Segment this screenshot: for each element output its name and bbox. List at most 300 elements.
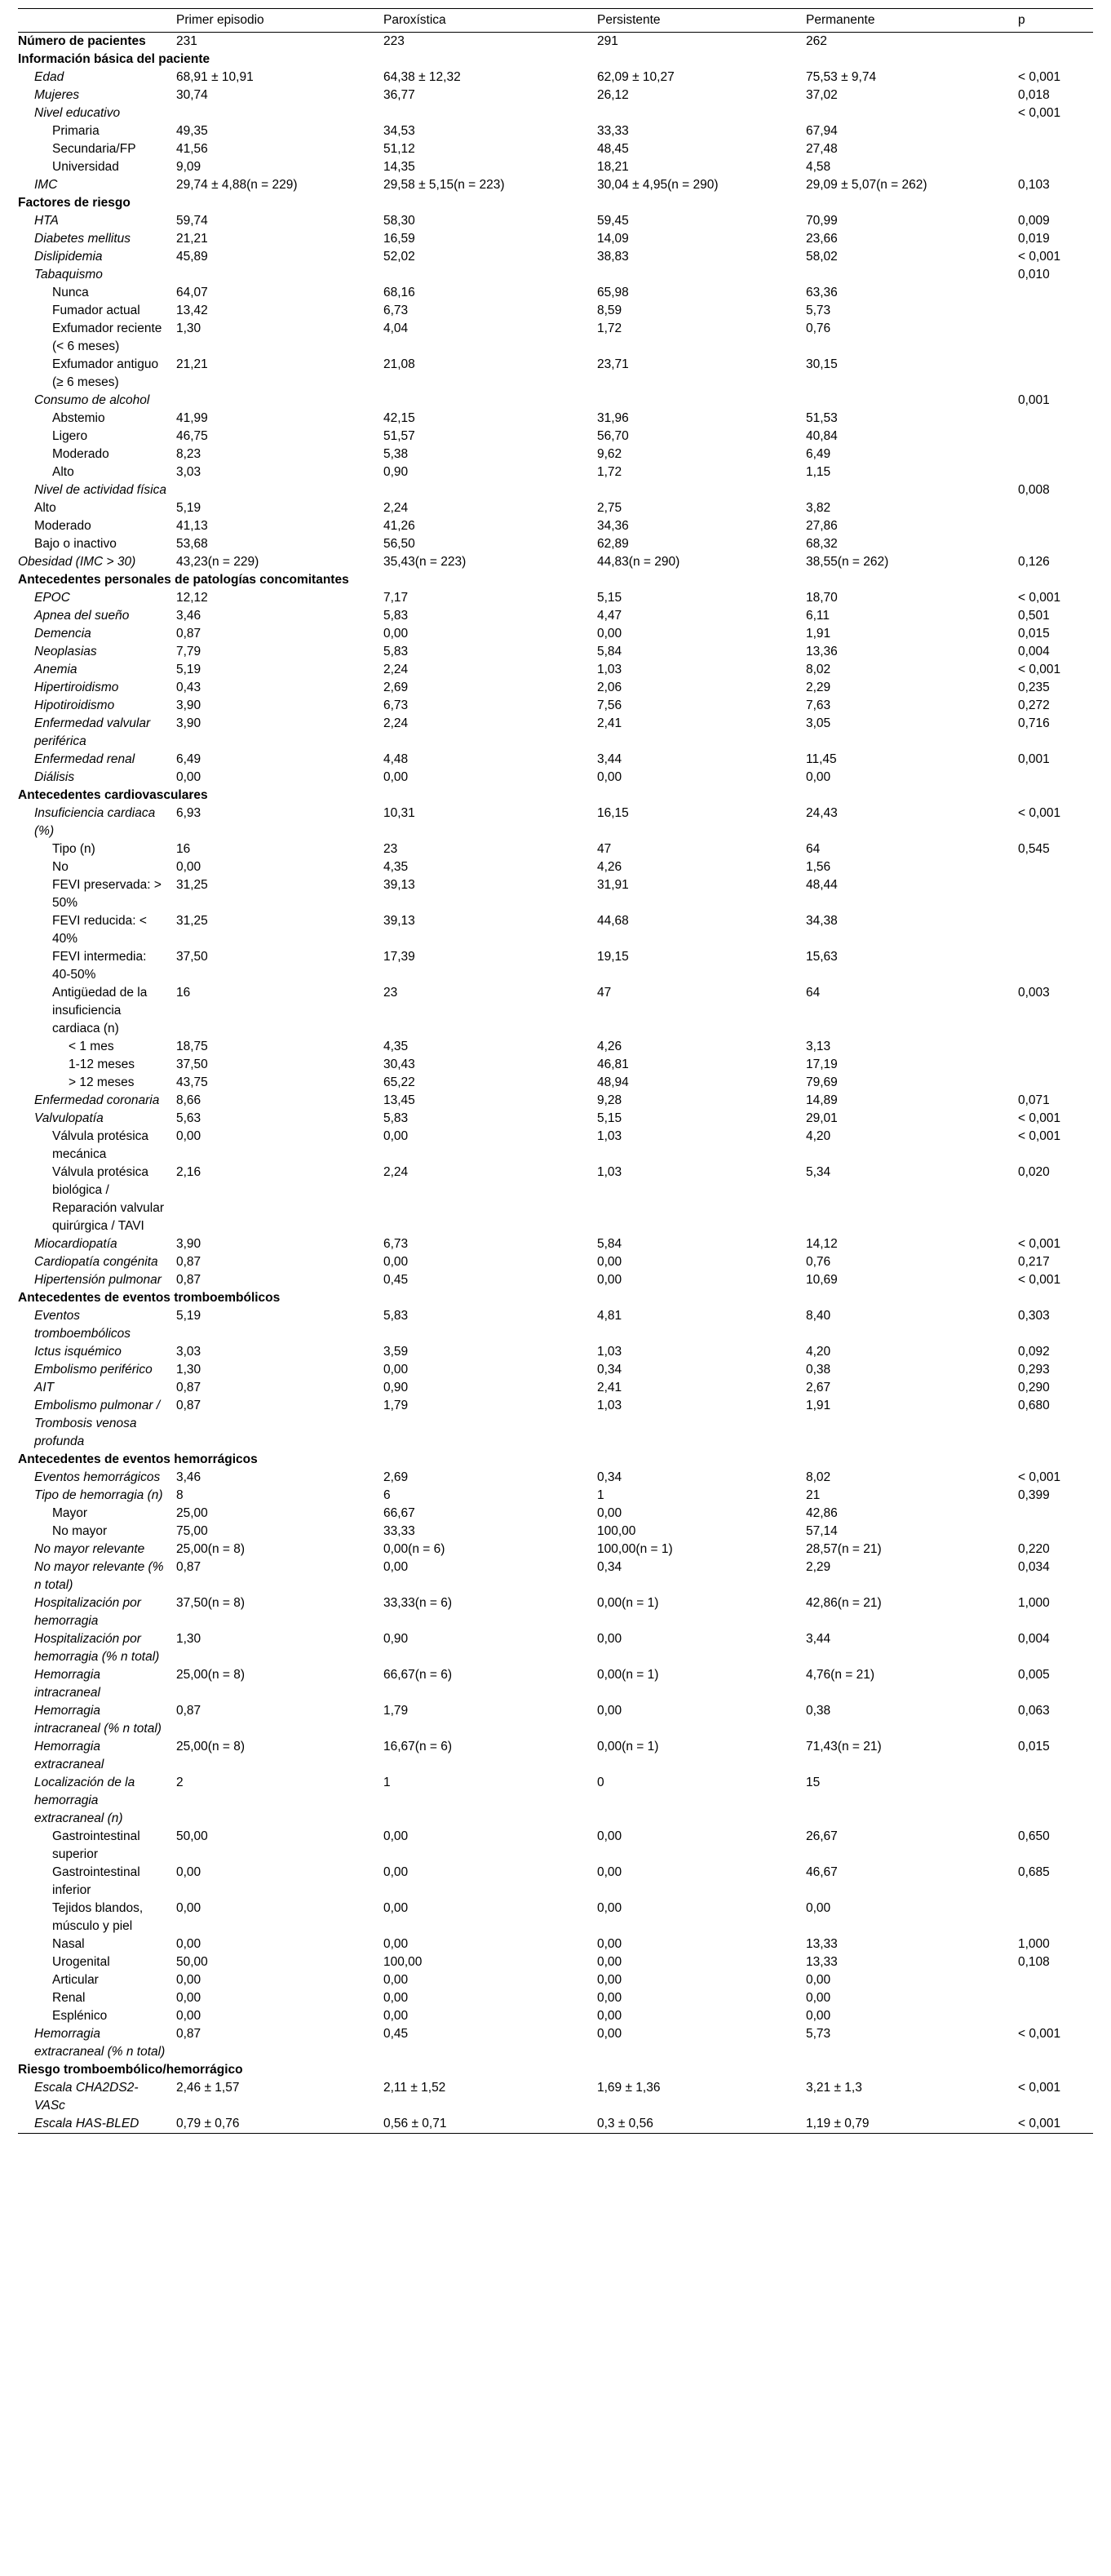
- value-cell: 5,34: [806, 1165, 831, 1179]
- value-cell: 37,50: [176, 950, 208, 964]
- value-cell: 1,03: [597, 1165, 622, 1179]
- table-row: [18, 1092, 1093, 1110]
- value-cell: 46,81: [597, 1057, 629, 1071]
- table-row: [18, 1038, 1093, 1056]
- value-cell: 5,38: [383, 447, 409, 461]
- value-cell: 5,83: [383, 1111, 409, 1125]
- section-row: [18, 2061, 1093, 2079]
- value-cell: [594, 266, 803, 284]
- value-cell: 38,83: [597, 250, 629, 264]
- p-value-cell: < 0,001: [1018, 1129, 1061, 1143]
- row-label: Articular: [52, 1973, 99, 1987]
- value-cell: 41,26: [383, 519, 415, 533]
- value-cell: 0,00: [383, 1973, 409, 1987]
- value-cell: 5,19: [176, 1309, 201, 1323]
- value-cell: 5,83: [383, 645, 409, 658]
- value-cell: 3,13: [806, 1040, 831, 1053]
- p-value-cell: [1015, 912, 1093, 948]
- value-cell: 23,71: [597, 357, 629, 371]
- value-cell: 0,00: [176, 1973, 201, 1987]
- value-cell: 3,46: [176, 609, 201, 623]
- table-row: [18, 212, 1093, 230]
- p-value-cell: 0,303: [1018, 1309, 1050, 1323]
- row-label: FEVI intermedia: 40-50%: [52, 950, 147, 982]
- value-cell: 6,73: [383, 1237, 409, 1251]
- table-row: [18, 499, 1093, 517]
- p-value-cell: 0,004: [1018, 1632, 1050, 1646]
- value-cell: 46,75: [176, 429, 208, 443]
- row-label: Tipo (n): [52, 842, 95, 856]
- row-label: Alto: [34, 501, 56, 515]
- value-cell: 1,91: [806, 627, 831, 641]
- value-cell: 5,84: [597, 1237, 622, 1251]
- table-header: [18, 9, 1093, 33]
- value-cell: 66,67: [383, 1506, 415, 1520]
- table-row: [18, 481, 1093, 499]
- p-value-cell: [1015, 320, 1093, 356]
- table-row: [18, 876, 1093, 912]
- p-value-cell: < 0,001: [1018, 2081, 1061, 2095]
- p-value-cell: [1015, 948, 1093, 984]
- value-cell: 0,00: [597, 1955, 622, 1969]
- p-value-cell: 0,020: [1018, 1165, 1050, 1179]
- table-row: [18, 2079, 1093, 2115]
- value-cell: 41,99: [176, 411, 208, 425]
- value-cell: 58,30: [383, 214, 415, 228]
- value-cell: 262: [806, 34, 827, 48]
- value-cell: 34,38: [806, 914, 838, 928]
- value-cell: 2: [176, 1776, 184, 1789]
- p-value-cell: [1015, 1989, 1093, 2007]
- table-row: [18, 643, 1093, 661]
- value-cell: 0,34: [597, 1363, 622, 1377]
- header-cell: Permanente: [806, 13, 875, 27]
- value-cell: 0,79 ± 0,76: [176, 2117, 240, 2130]
- p-value-cell: [1015, 858, 1093, 876]
- value-cell: 25,00: [176, 1506, 208, 1520]
- table-body: [18, 33, 1093, 2134]
- value-cell: 5,19: [176, 663, 201, 676]
- value-cell: 9,62: [597, 447, 622, 461]
- value-cell: 2,41: [597, 1381, 622, 1394]
- row-label: Insuficiencia cardiaca (%): [34, 806, 156, 838]
- value-cell: 4,04: [383, 321, 409, 335]
- value-cell: 50,00: [176, 1829, 208, 1843]
- value-cell: 0,00: [806, 1901, 831, 1915]
- value-cell: 8,59: [597, 304, 622, 317]
- p-value-cell: < 0,001: [1018, 806, 1061, 820]
- p-value-cell: [1015, 1774, 1093, 1828]
- value-cell: 4,47: [597, 609, 622, 623]
- p-value-cell: < 0,001: [1018, 2117, 1061, 2130]
- p-value-cell: 0,005: [1018, 1668, 1050, 1682]
- value-cell: 8,02: [806, 1470, 831, 1484]
- value-cell: 0,00: [176, 1937, 201, 1951]
- value-cell: 231: [176, 34, 197, 48]
- value-cell: 0,00: [597, 627, 622, 641]
- row-label: Primaria: [52, 124, 100, 138]
- row-label: IMC: [34, 178, 58, 192]
- value-cell: 48,44: [806, 878, 838, 892]
- section-heading: Antecedentes personales de patologías concomitantes: [18, 573, 349, 587]
- value-cell: 35,43(n = 223): [383, 555, 467, 569]
- value-cell: 34,53: [383, 124, 415, 138]
- value-cell: 66,67(n = 6): [383, 1668, 453, 1682]
- p-value-cell: 0,015: [1018, 1740, 1050, 1754]
- row-label: Fumador actual: [52, 304, 140, 317]
- table-row: [18, 1397, 1093, 1451]
- table-row: [18, 284, 1093, 302]
- value-cell: 2,06: [597, 681, 622, 694]
- row-label: No mayor relevante: [34, 1542, 145, 1556]
- value-cell: 4,20: [806, 1345, 831, 1359]
- row-label: Mayor: [52, 1506, 88, 1520]
- value-cell: 1,03: [597, 1345, 622, 1359]
- value-cell: 79,69: [806, 1075, 838, 1089]
- value-cell: 2,75: [597, 501, 622, 515]
- value-cell: 37,50(n = 8): [176, 1596, 246, 1610]
- table-row: [18, 356, 1093, 392]
- value-cell: 0,00: [383, 1991, 409, 2005]
- row-label: Escala CHA2DS2-VASc: [34, 2081, 139, 2113]
- value-cell: 0,87: [176, 1273, 201, 1287]
- value-cell: 2,29: [806, 681, 831, 694]
- table-row: [18, 1558, 1093, 1594]
- table-row: [18, 1505, 1093, 1523]
- row-label: Abstemio: [52, 411, 105, 425]
- p-value-cell: [1015, 1900, 1093, 1935]
- value-cell: 1,79: [383, 1399, 409, 1412]
- p-value-cell: [1015, 302, 1093, 320]
- value-cell: 37,50: [176, 1057, 208, 1071]
- value-cell: [803, 481, 1015, 499]
- p-value-cell: 0,001: [1018, 752, 1050, 766]
- value-cell: 15,63: [806, 950, 838, 964]
- value-cell: 3,03: [176, 465, 201, 479]
- row-label: Embolismo pulmonar / Trombosis venosa profunda: [34, 1399, 161, 1448]
- row-label: Nasal: [52, 1937, 85, 1951]
- p-value-cell: [1015, 428, 1093, 446]
- row-label: Eventos hemorrágicos: [34, 1470, 161, 1484]
- value-cell: 10,69: [806, 1273, 838, 1287]
- value-cell: 0,76: [806, 1255, 831, 1269]
- row-label: Alto: [52, 465, 74, 479]
- value-cell: 47: [597, 842, 612, 856]
- value-cell: 3,90: [176, 716, 201, 730]
- value-cell: 0,00: [806, 2009, 831, 2023]
- value-cell: 1,03: [597, 1129, 622, 1143]
- row-label: Anemia: [34, 663, 77, 676]
- value-cell: [803, 266, 1015, 284]
- p-value-cell: < 0,001: [1018, 1273, 1061, 1287]
- section-row: [18, 571, 1093, 589]
- row-label: Tabaquismo: [34, 268, 103, 282]
- value-cell: 3,44: [806, 1632, 831, 1646]
- value-cell: 4,35: [383, 1040, 409, 1053]
- table-row: [18, 697, 1093, 715]
- row-label: Neoplasias: [34, 645, 97, 658]
- table-row: [18, 428, 1093, 446]
- value-cell: 18,21: [597, 160, 629, 174]
- value-cell: 0,00: [806, 1991, 831, 2005]
- value-cell: 8,40: [806, 1309, 831, 1323]
- value-cell: 25,00(n = 8): [176, 1740, 246, 1754]
- value-cell: 68,32: [806, 537, 838, 551]
- row-label: Obesidad (IMC > 30): [18, 555, 136, 569]
- value-cell: 31,25: [176, 914, 208, 928]
- value-cell: 4,26: [597, 860, 622, 874]
- p-value-cell: 0,004: [1018, 645, 1050, 658]
- table-row: [18, 1594, 1093, 1630]
- p-value-cell: 0,019: [1018, 232, 1050, 246]
- value-cell: 45,89: [176, 250, 208, 264]
- value-cell: 0,00(n = 1): [597, 1668, 659, 1682]
- value-cell: 1,30: [176, 1363, 201, 1377]
- p-value-cell: 0,235: [1018, 681, 1050, 694]
- p-value-cell: [1015, 1971, 1093, 1989]
- value-cell: 27,86: [806, 519, 838, 533]
- value-cell: [594, 481, 803, 499]
- value-cell: 7,63: [806, 698, 831, 712]
- table-row: [18, 535, 1093, 553]
- value-cell: 4,48: [383, 752, 409, 766]
- row-label: No mayor: [52, 1524, 108, 1538]
- row-label: Ictus isquémico: [34, 1345, 122, 1359]
- section-heading: Factores de riesgo: [18, 196, 131, 210]
- value-cell: 27,48: [806, 142, 838, 156]
- value-cell: 2,24: [383, 663, 409, 676]
- value-cell: 30,43: [383, 1057, 415, 1071]
- header-cell: Paroxística: [383, 13, 446, 27]
- value-cell: 0,90: [383, 465, 409, 479]
- table-row: [18, 140, 1093, 158]
- value-cell: 9,28: [597, 1093, 622, 1107]
- value-cell: 31,96: [597, 411, 629, 425]
- table-row: [18, 122, 1093, 140]
- p-value-cell: [1015, 356, 1093, 392]
- section-row: [18, 1289, 1093, 1307]
- row-label: Nivel de actividad física: [34, 483, 166, 497]
- row-label: < 1 mes: [69, 1040, 114, 1053]
- section-heading: Riesgo tromboembólico/hemorrágico: [18, 2063, 243, 2077]
- p-value-cell: < 0,001: [1018, 663, 1061, 676]
- p-value-cell: 0,272: [1018, 698, 1050, 712]
- table-row: [18, 1953, 1093, 1971]
- value-cell: 0,00: [597, 1506, 622, 1520]
- row-label: No: [52, 860, 69, 874]
- value-cell: 24,43: [806, 806, 838, 820]
- p-value-cell: 0,063: [1018, 1704, 1050, 1718]
- p-value-cell: [1015, 1505, 1093, 1523]
- p-value-cell: [1015, 517, 1093, 535]
- row-label: Demencia: [34, 627, 91, 641]
- value-cell: 0,76: [806, 321, 831, 335]
- value-cell: 0,00: [383, 627, 409, 641]
- value-cell: 29,58 ± 5,15(n = 223): [383, 178, 505, 192]
- row-label: Esplénico: [52, 2009, 108, 2023]
- value-cell: 2,11 ± 1,52: [383, 2081, 446, 2095]
- row-label: > 12 meses: [69, 1075, 135, 1089]
- p-value-cell: 0,680: [1018, 1399, 1050, 1412]
- value-cell: 64: [806, 986, 821, 1000]
- value-cell: 6: [383, 1488, 391, 1502]
- row-label: Gastrointestinal superior: [52, 1829, 140, 1861]
- table-row: [18, 1900, 1093, 1935]
- data-table: [18, 8, 1093, 2134]
- value-cell: 0,00: [597, 1273, 622, 1287]
- value-cell: 59,45: [597, 214, 629, 228]
- value-cell: 18,75: [176, 1040, 208, 1053]
- value-cell: [803, 392, 1015, 410]
- value-cell: 1: [383, 1776, 391, 1789]
- row-label: Válvula protésica biológica / Reparación valvular quirúrgica / TAVI: [52, 1165, 164, 1233]
- p-value-cell: < 0,001: [1018, 1111, 1061, 1125]
- value-cell: 4,35: [383, 860, 409, 874]
- section-heading: Antecedentes cardiovasculares: [18, 788, 208, 802]
- row-label: No mayor relevante (% n total): [34, 1560, 164, 1592]
- table-row: [18, 1253, 1093, 1271]
- value-cell: 42,86: [806, 1506, 838, 1520]
- table-row: [18, 517, 1093, 535]
- value-cell: 5,83: [383, 609, 409, 623]
- table-row: [18, 1307, 1093, 1343]
- p-value-cell: 0,092: [1018, 1345, 1050, 1359]
- table-row: [18, 1935, 1093, 1953]
- value-cell: 34,36: [597, 519, 629, 533]
- value-cell: 0,00(n = 1): [597, 1596, 659, 1610]
- row-label: Enfermedad coronaria: [34, 1093, 160, 1107]
- p-value-cell: [1015, 1038, 1093, 1056]
- value-cell: 14,12: [806, 1237, 838, 1251]
- header-cell: p: [1018, 13, 1025, 27]
- value-cell: [173, 392, 380, 410]
- value-cell: 2,41: [597, 716, 622, 730]
- value-cell: 0,00: [383, 1937, 409, 1951]
- value-cell: 100,00: [597, 1524, 636, 1538]
- row-label: Urogenital: [52, 1955, 110, 1969]
- row-label: Enfermedad valvular periférica: [34, 716, 151, 748]
- p-value-cell: 0,008: [1018, 483, 1050, 497]
- value-cell: [173, 266, 380, 284]
- value-cell: 5,83: [383, 1309, 409, 1323]
- value-cell: 6,73: [383, 698, 409, 712]
- table-row: [18, 1164, 1093, 1235]
- p-value-cell: < 0,001: [1018, 70, 1061, 84]
- p-value-cell: 0,290: [1018, 1381, 1050, 1394]
- row-label: FEVI reducida: < 40%: [52, 914, 147, 946]
- value-cell: 11,45: [806, 752, 837, 766]
- value-cell: [594, 104, 803, 122]
- value-cell: 0,00: [597, 1865, 622, 1879]
- value-cell: 4,20: [806, 1129, 831, 1143]
- p-value-cell: 0,545: [1018, 842, 1050, 856]
- value-cell: 0: [597, 1776, 604, 1789]
- value-cell: 2,67: [806, 1381, 831, 1394]
- table-row: [18, 1469, 1093, 1487]
- value-cell: 0,00: [806, 770, 831, 784]
- value-cell: 0,00: [597, 1937, 622, 1951]
- value-cell: 0,00: [176, 1865, 201, 1879]
- value-cell: 2,24: [383, 501, 409, 515]
- value-cell: 56,70: [597, 429, 629, 443]
- table-row: [18, 679, 1093, 697]
- value-cell: 0,34: [597, 1560, 622, 1574]
- value-cell: 100,00: [383, 1955, 423, 1969]
- value-cell: 64,38 ± 12,32: [383, 70, 461, 84]
- value-cell: 25,00(n = 8): [176, 1542, 246, 1556]
- value-cell: 23: [383, 986, 398, 1000]
- p-value-cell: 1,000: [1018, 1937, 1050, 1951]
- value-cell: 70,99: [806, 214, 838, 228]
- row-label: Hospitalización por hemorragia: [34, 1596, 141, 1628]
- p-value-cell: [1015, 410, 1093, 428]
- table-row: [18, 463, 1093, 481]
- table-row: [18, 2007, 1093, 2025]
- value-cell: [803, 104, 1015, 122]
- p-value-cell: 0,003: [1018, 986, 1050, 1000]
- table-row: [18, 1864, 1093, 1900]
- table-row: [18, 715, 1093, 751]
- value-cell: 0,00: [383, 1865, 409, 1879]
- value-cell: 51,53: [806, 411, 838, 425]
- table-row: [18, 1110, 1093, 1128]
- p-value-cell: 0,685: [1018, 1865, 1050, 1879]
- table-row: [18, 912, 1093, 948]
- value-cell: 5,19: [176, 501, 201, 515]
- value-cell: 5,84: [597, 645, 622, 658]
- value-cell: 0,00: [597, 1991, 622, 2005]
- p-value-cell: [1015, 769, 1093, 787]
- value-cell: 1,03: [597, 1399, 622, 1412]
- table-row: [18, 1630, 1093, 1666]
- value-cell: 13,45: [383, 1093, 415, 1107]
- value-cell: 3,59: [383, 1345, 409, 1359]
- value-cell: 52,02: [383, 250, 415, 264]
- row-label: Hospitalización por hemorragia (% n total): [34, 1632, 160, 1664]
- p-value-cell: 0,126: [1018, 555, 1050, 569]
- p-value-cell: 0,220: [1018, 1542, 1050, 1556]
- table-row: [18, 1361, 1093, 1379]
- value-cell: 37,02: [806, 88, 838, 102]
- table-row: [18, 769, 1093, 787]
- value-cell: 1,79: [383, 1704, 409, 1718]
- value-cell: 0,00: [383, 1129, 409, 1143]
- value-cell: 6,93: [176, 806, 201, 820]
- value-cell: 2,29: [806, 1560, 831, 1574]
- value-cell: 0,87: [176, 1255, 201, 1269]
- p-value-cell: 1,000: [1018, 1596, 1050, 1610]
- row-label: Enfermedad renal: [34, 752, 135, 766]
- p-value-cell: [1015, 122, 1093, 140]
- section-row: [18, 51, 1093, 69]
- value-cell: 0,87: [176, 627, 201, 641]
- row-label: Diabetes mellitus: [34, 232, 131, 246]
- value-cell: 3,90: [176, 698, 201, 712]
- value-cell: 1,19 ± 0,79: [806, 2117, 870, 2130]
- table-row: [18, 858, 1093, 876]
- value-cell: 2,46 ± 1,57: [176, 2081, 240, 2095]
- value-cell: 3,03: [176, 1345, 201, 1359]
- p-value-cell: 0,716: [1018, 716, 1050, 730]
- value-cell: [380, 266, 594, 284]
- value-cell: 0,34: [597, 1470, 622, 1484]
- value-cell: [173, 481, 380, 499]
- value-cell: 39,13: [383, 914, 415, 928]
- row-label: Hemorragia extracraneal (% n total): [34, 2027, 166, 2059]
- table-row: [18, 2115, 1093, 2134]
- value-cell: 53,68: [176, 537, 208, 551]
- value-cell: 65,98: [597, 286, 629, 299]
